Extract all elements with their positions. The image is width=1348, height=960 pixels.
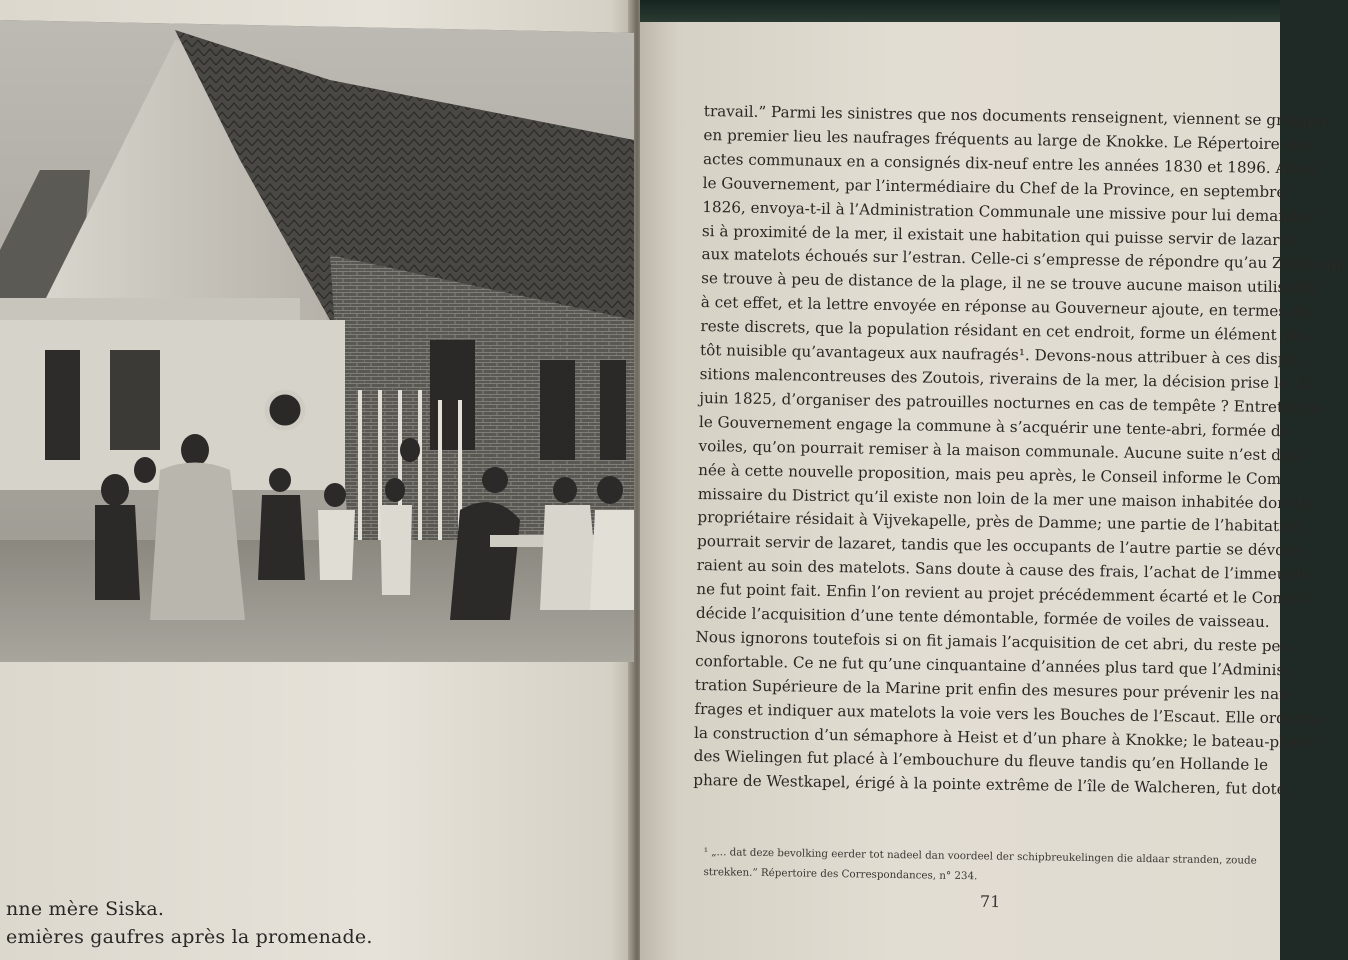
- page-number: 71: [979, 891, 1001, 912]
- text-line: si à proximité de la mer, il existait une habitation qui puisse servir de lazaret: [701, 221, 1295, 249]
- text-line: voiles, qu’on pourrait remiser à la maison communale. Aucune suite n’est don-: [698, 436, 1306, 465]
- text-line: sitions malencontreuses des Zoutois, riverains de la mer, la décision prise le 15: [699, 364, 1313, 393]
- text-line: phare de Westkapel, érigé à la pointe extrême de l’île de Walcheren, fut doté: [693, 771, 1286, 799]
- text-line: juin 1825, d’organiser des patrouilles nocturnes en cas de tempête ? Entretemps: [699, 388, 1325, 417]
- text-line: reste discrets, que la population résidant en cet endroit, forme un élément plu-: [700, 317, 1312, 345]
- body-text: [693, 100, 1346, 801]
- text-line: décide l’acquisition d’une tente démontable, formée de voiles de vaisseau.: [695, 603, 1270, 631]
- text-line: des Wielingen fut placé à l’embouchure du fleuve tandis qu’en Hollande le: [693, 747, 1269, 775]
- text-line: le Gouvernement, par l’intermédiaire du Chef de la Province, en septembre: [702, 173, 1286, 201]
- text-line: confortable. Ce ne fut qu’une cinquantaine d’années plus tard que l’Adminis-: [695, 651, 1290, 680]
- text-line: en premier lieu les naufrages fréquents au large de Knokke. Le Répertoire des: [703, 125, 1312, 154]
- text-line: tration Supérieure de la Marine prit enfin des mesures pour prévenir les nau-: [694, 675, 1295, 704]
- photo-illustration: [0, 20, 634, 662]
- footnote-line: strekken.” Répertoire des Correspondances, n° 234.: [703, 865, 978, 883]
- text-line: actes communaux en a consignés dix-neuf entre les années 1830 et 1896. Aussi: [702, 149, 1317, 178]
- text-line: raient au soin des matelots. Sans doute à cause des frais, l’achat de l’immeuble: [696, 556, 1311, 584]
- text-line: se trouve à peu de distance de la plage, il ne se trouve aucune maison utilisable: [701, 269, 1319, 298]
- text-line: ne fut point fait. Enfin l’on revient au projet précédemment écarté et le Conseil: [696, 580, 1309, 608]
- text-line: Nous ignorons toutefois si on fit jamais l’acquisition de cet abri, du reste peu: [695, 627, 1291, 656]
- footnote: [703, 842, 1257, 890]
- text-line: travail.” Parmi les sinistres que nos documents renseignent, viennent se grouper: [703, 101, 1329, 130]
- text-line: née à cette nouvelle proposition, mais peu après, le Conseil informe le Com-: [698, 460, 1287, 488]
- footnote-line: ¹ „... dat deze bevolking eerder tot nadeel dan voordeel der schipbreukelingen die aldaar stranden, zoude: [703, 845, 1257, 867]
- text-line: frages et indiquer aux matelots la voie vers les Bouches de l’Escaut. Elle ordonna: [694, 699, 1324, 728]
- text-line: le Gouvernement engage la commune à s’acquérir une tente-abri, formée de: [698, 412, 1290, 441]
- text-line: tôt nuisible qu’avantageux aux naufragés¹. Devons-nous attribuer à ces dispo-: [699, 341, 1302, 369]
- photo-caption-line: nne mère Siska.: [6, 898, 165, 920]
- text-line: missaire du District qu’il existe non loin de la mer une maison inhabitée dont le: [697, 484, 1312, 513]
- photo-caption-line: emières gaufres après la promenade.: [6, 926, 373, 948]
- background-strip: [640, 0, 1280, 22]
- historical-photo: [0, 20, 634, 662]
- text-line: propriétaire résidait à Vijvekapelle, près de Damme; une partie de l’habitation: [697, 508, 1304, 536]
- text-line: à cet effet, et la lettre envoyée en réponse au Gouverneur ajoute, en termes du: [700, 293, 1311, 321]
- text-line: la construction d’un sémaphore à Heist et d’un phare à Knokke; le bateau-phare: [693, 723, 1315, 752]
- text-line: pourrait servir de lazaret, tandis que les occupants de l’autre partie se dévoue-: [696, 532, 1309, 560]
- text-line: aux matelots échoués sur l’estran. Celle-ci s’empresse de répondre qu’au Zoute qui: [701, 245, 1346, 274]
- text-line: 1826, envoya-t-il à l’Administration Communale une missive pour lui demander: [702, 197, 1315, 226]
